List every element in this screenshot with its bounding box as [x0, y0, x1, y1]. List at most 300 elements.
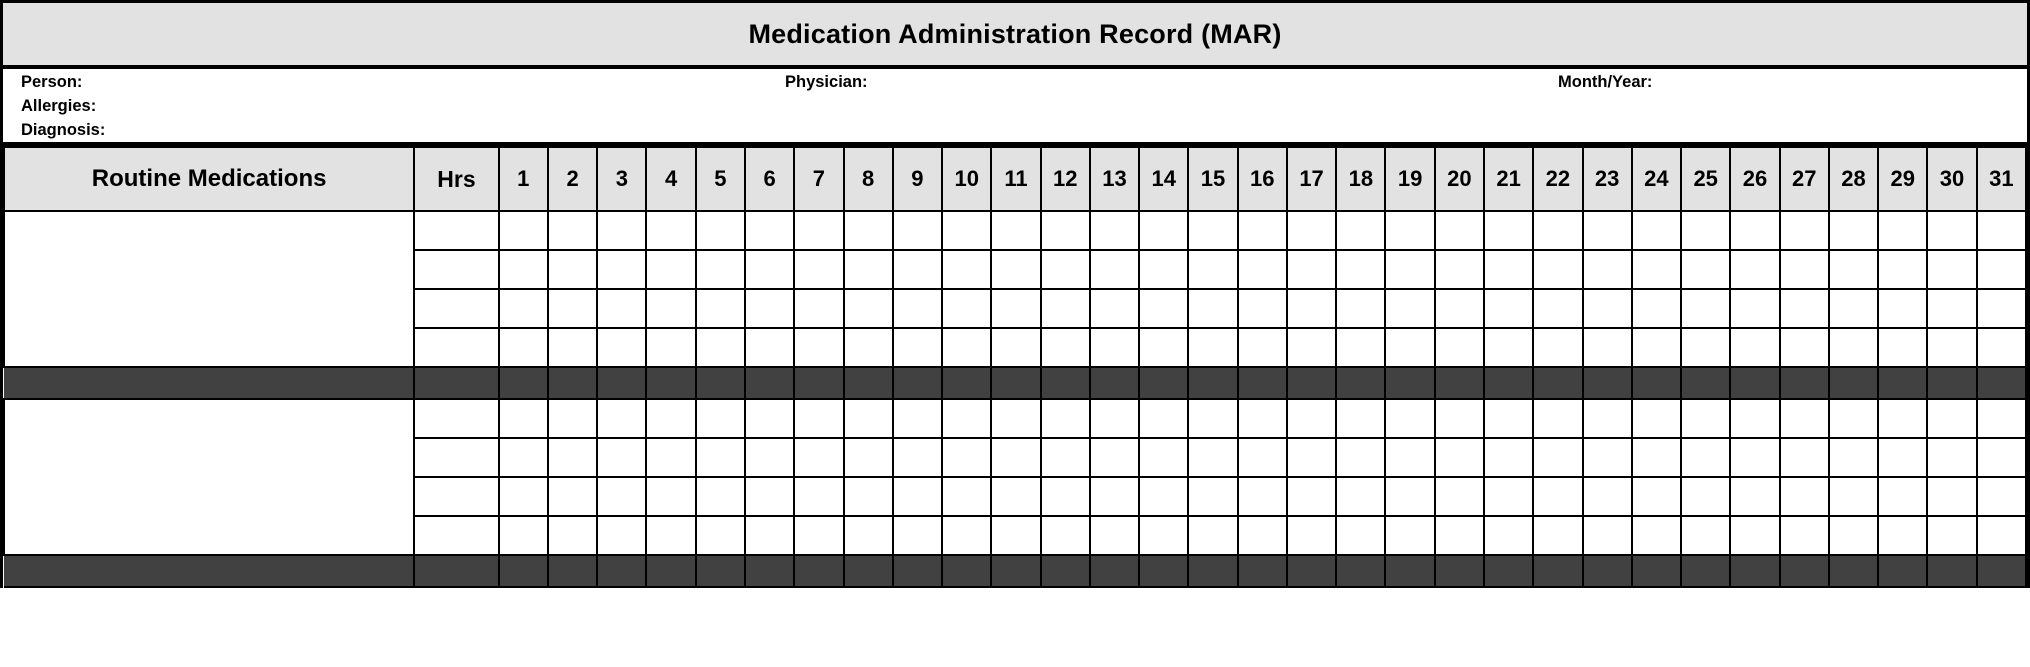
- day-cell-10[interactable]: [942, 328, 991, 367]
- day-cell-23[interactable]: [1583, 477, 1632, 516]
- day-cell-17[interactable]: [1287, 516, 1336, 555]
- day-cell-1[interactable]: [499, 477, 548, 516]
- day-cell-1[interactable]: [499, 328, 548, 367]
- day-cell-26[interactable]: [1730, 516, 1779, 555]
- day-cell-1[interactable]: [499, 250, 548, 289]
- info-row-3: [3, 121, 2027, 145]
- day-cell-13[interactable]: [1090, 289, 1139, 328]
- month-year-label: Month/Year:: [1558, 73, 1653, 91]
- day-cell-7[interactable]: [794, 289, 843, 328]
- day-cell-21[interactable]: [1484, 250, 1533, 289]
- day-cell-19[interactable]: [1385, 328, 1434, 367]
- day-cell-11[interactable]: [991, 516, 1040, 555]
- day-cell-21[interactable]: [1484, 289, 1533, 328]
- day-cell-24[interactable]: [1632, 328, 1681, 367]
- day-cell-20[interactable]: [1435, 516, 1484, 555]
- day-cell-6[interactable]: [745, 250, 794, 289]
- day-cell-3[interactable]: [597, 438, 646, 477]
- day-cell-1[interactable]: [499, 211, 548, 250]
- day-cell-5[interactable]: [696, 211, 745, 250]
- day-cell-8[interactable]: [844, 477, 893, 516]
- person-label: Person:: [21, 73, 83, 91]
- day-cell-19[interactable]: [1385, 289, 1434, 328]
- day-cell-20[interactable]: [1435, 438, 1484, 477]
- hrs-cell[interactable]: [414, 438, 498, 477]
- separator-day-cell-23: [1583, 367, 1632, 399]
- day-cell-19[interactable]: [1385, 516, 1434, 555]
- day-cell-15[interactable]: [1188, 516, 1237, 555]
- day-cell-8[interactable]: [844, 289, 893, 328]
- day-cell-10[interactable]: [942, 516, 991, 555]
- day-cell-28[interactable]: [1829, 289, 1878, 328]
- day-cell-31[interactable]: [1977, 250, 2026, 289]
- day-cell-14[interactable]: [1139, 438, 1188, 477]
- day-cell-15[interactable]: [1188, 477, 1237, 516]
- day-cell-21[interactable]: [1484, 399, 1533, 438]
- day-cell-7[interactable]: [794, 516, 843, 555]
- day-cell-21[interactable]: [1484, 477, 1533, 516]
- day-cell-11[interactable]: [991, 399, 1040, 438]
- day-cell-18[interactable]: [1336, 250, 1385, 289]
- day-cell-24[interactable]: [1632, 289, 1681, 328]
- day-cell-16[interactable]: [1238, 399, 1287, 438]
- day-cell-21[interactable]: [1484, 516, 1533, 555]
- day-cell-14[interactable]: [1139, 250, 1188, 289]
- separator-day-cell-15: [1188, 555, 1237, 587]
- day-cell-15[interactable]: [1188, 328, 1237, 367]
- separator-day-cell-6: [745, 555, 794, 587]
- day-cell-26[interactable]: [1730, 250, 1779, 289]
- day-cell-12[interactable]: [1041, 477, 1090, 516]
- day-cell-30[interactable]: [1927, 477, 1976, 516]
- day-cell-6[interactable]: [745, 516, 794, 555]
- day-cell-27[interactable]: [1780, 516, 1829, 555]
- day-cell-25[interactable]: [1681, 211, 1730, 250]
- day-cell-13[interactable]: [1090, 399, 1139, 438]
- day-cell-29[interactable]: [1878, 399, 1927, 438]
- day-cell-9[interactable]: [893, 289, 942, 328]
- day-cell-22[interactable]: [1533, 250, 1582, 289]
- separator-day-cell-7: [794, 367, 843, 399]
- day-cell-13[interactable]: [1090, 477, 1139, 516]
- separator-day-cell-22: [1533, 555, 1582, 587]
- day-cell-19[interactable]: [1385, 250, 1434, 289]
- day-cell-31[interactable]: [1977, 211, 2026, 250]
- day-cell-15[interactable]: [1188, 438, 1237, 477]
- patient-info-block: [3, 69, 2027, 146]
- day-cell-4[interactable]: [646, 328, 695, 367]
- day-cell-26[interactable]: [1730, 211, 1779, 250]
- day-cell-10[interactable]: [942, 211, 991, 250]
- separator-day-cell-1: [499, 367, 548, 399]
- day-cell-6[interactable]: [745, 399, 794, 438]
- day-cell-11[interactable]: [991, 250, 1040, 289]
- day-cell-26[interactable]: [1730, 438, 1779, 477]
- day-cell-9[interactable]: [893, 211, 942, 250]
- day-cell-2[interactable]: [548, 477, 597, 516]
- day-cell-25[interactable]: [1681, 438, 1730, 477]
- day-header-9: 9: [893, 147, 942, 211]
- day-cell-24[interactable]: [1632, 438, 1681, 477]
- day-cell-13[interactable]: [1090, 250, 1139, 289]
- day-cell-4[interactable]: [646, 516, 695, 555]
- separator-day-cell-11: [991, 367, 1040, 399]
- day-cell-29[interactable]: [1878, 211, 1927, 250]
- day-cell-5[interactable]: [696, 438, 745, 477]
- day-cell-23[interactable]: [1583, 250, 1632, 289]
- day-cell-14[interactable]: [1139, 211, 1188, 250]
- day-cell-17[interactable]: [1287, 438, 1336, 477]
- day-cell-15[interactable]: [1188, 289, 1237, 328]
- day-cell-4[interactable]: [646, 399, 695, 438]
- day-cell-14[interactable]: [1139, 516, 1188, 555]
- day-cell-18[interactable]: [1336, 438, 1385, 477]
- day-cell-3[interactable]: [597, 289, 646, 328]
- day-cell-25[interactable]: [1681, 399, 1730, 438]
- separator-day-cell-17: [1287, 367, 1336, 399]
- day-cell-8[interactable]: [844, 399, 893, 438]
- day-cell-9[interactable]: [893, 477, 942, 516]
- day-cell-22[interactable]: [1533, 289, 1582, 328]
- day-cell-7[interactable]: [794, 399, 843, 438]
- day-cell-13[interactable]: [1090, 516, 1139, 555]
- day-cell-23[interactable]: [1583, 289, 1632, 328]
- day-cell-18[interactable]: [1336, 399, 1385, 438]
- day-cell-17[interactable]: [1287, 328, 1336, 367]
- separator-day-cell-27: [1780, 367, 1829, 399]
- separator-day-cell-11: [991, 555, 1040, 587]
- day-cell-8[interactable]: [844, 438, 893, 477]
- diagnosis-label: Diagnosis:: [21, 121, 106, 139]
- day-cell-30[interactable]: [1927, 211, 1976, 250]
- day-cell-3[interactable]: [597, 516, 646, 555]
- hrs-cell[interactable]: [414, 399, 498, 438]
- day-header-2: 2: [548, 147, 597, 211]
- day-header-22: 22: [1533, 147, 1582, 211]
- day-cell-15[interactable]: [1188, 211, 1237, 250]
- day-cell-30[interactable]: [1927, 399, 1976, 438]
- day-cell-4[interactable]: [646, 250, 695, 289]
- day-cell-28[interactable]: [1829, 328, 1878, 367]
- day-cell-24[interactable]: [1632, 516, 1681, 555]
- day-cell-8[interactable]: [844, 211, 893, 250]
- day-cell-5[interactable]: [696, 328, 745, 367]
- day-cell-6[interactable]: [745, 328, 794, 367]
- day-cell-7[interactable]: [794, 477, 843, 516]
- day-cell-25[interactable]: [1681, 328, 1730, 367]
- day-cell-23[interactable]: [1583, 399, 1632, 438]
- day-cell-7[interactable]: [794, 250, 843, 289]
- day-cell-17[interactable]: [1287, 399, 1336, 438]
- day-cell-22[interactable]: [1533, 438, 1582, 477]
- day-cell-8[interactable]: [844, 328, 893, 367]
- day-cell-2[interactable]: [548, 438, 597, 477]
- day-cell-7[interactable]: [794, 438, 843, 477]
- day-cell-10[interactable]: [942, 477, 991, 516]
- day-cell-23[interactable]: [1583, 328, 1632, 367]
- day-header-24: 24: [1632, 147, 1681, 211]
- day-cell-9[interactable]: [893, 438, 942, 477]
- page-title: Medication Administration Record (MAR): [748, 18, 1282, 49]
- day-cell-23[interactable]: [1583, 438, 1632, 477]
- day-cell-31[interactable]: [1977, 289, 2026, 328]
- separator-med-cell: [4, 555, 414, 587]
- day-cell-14[interactable]: [1139, 289, 1188, 328]
- day-cell-12[interactable]: [1041, 516, 1090, 555]
- day-cell-16[interactable]: [1238, 438, 1287, 477]
- day-cell-13[interactable]: [1090, 328, 1139, 367]
- day-header-26: 26: [1730, 147, 1779, 211]
- day-cell-21[interactable]: [1484, 438, 1533, 477]
- medication-name-cell[interactable]: [4, 399, 414, 555]
- day-cell-25[interactable]: [1681, 516, 1730, 555]
- day-cell-7[interactable]: [794, 211, 843, 250]
- day-cell-8[interactable]: [844, 250, 893, 289]
- day-cell-27[interactable]: [1780, 399, 1829, 438]
- day-cell-28[interactable]: [1829, 438, 1878, 477]
- day-cell-8[interactable]: [844, 516, 893, 555]
- day-cell-16[interactable]: [1238, 477, 1287, 516]
- day-cell-12[interactable]: [1041, 438, 1090, 477]
- day-cell-5[interactable]: [696, 250, 745, 289]
- day-cell-29[interactable]: [1878, 438, 1927, 477]
- day-cell-3[interactable]: [597, 250, 646, 289]
- day-cell-9[interactable]: [893, 399, 942, 438]
- mar-grid-table: [3, 146, 2027, 588]
- day-cell-12[interactable]: [1041, 250, 1090, 289]
- day-cell-23[interactable]: [1583, 211, 1632, 250]
- day-cell-4[interactable]: [646, 477, 695, 516]
- day-cell-26[interactable]: [1730, 477, 1779, 516]
- day-cell-2[interactable]: [548, 289, 597, 328]
- day-cell-15[interactable]: [1188, 399, 1237, 438]
- day-cell-17[interactable]: [1287, 250, 1336, 289]
- day-cell-16[interactable]: [1238, 211, 1287, 250]
- day-cell-16[interactable]: [1238, 250, 1287, 289]
- day-cell-29[interactable]: [1878, 516, 1927, 555]
- hrs-cell[interactable]: [414, 289, 498, 328]
- day-cell-5[interactable]: [696, 477, 745, 516]
- separator-day-cell-9: [893, 367, 942, 399]
- day-cell-28[interactable]: [1829, 477, 1878, 516]
- day-cell-14[interactable]: [1139, 328, 1188, 367]
- day-header-6: 6: [745, 147, 794, 211]
- hrs-cell[interactable]: [414, 516, 498, 555]
- day-cell-6[interactable]: [745, 477, 794, 516]
- day-cell-20[interactable]: [1435, 399, 1484, 438]
- day-cell-1[interactable]: [499, 399, 548, 438]
- day-cell-11[interactable]: [991, 211, 1040, 250]
- day-cell-30[interactable]: [1927, 328, 1976, 367]
- separator-day-cell-29: [1878, 555, 1927, 587]
- day-cell-30[interactable]: [1927, 438, 1976, 477]
- separator-day-cell-16: [1238, 367, 1287, 399]
- separator-day-cell-2: [548, 555, 597, 587]
- day-cell-6[interactable]: [745, 438, 794, 477]
- day-cell-15[interactable]: [1188, 250, 1237, 289]
- day-cell-26[interactable]: [1730, 328, 1779, 367]
- day-cell-19[interactable]: [1385, 399, 1434, 438]
- day-cell-1[interactable]: [499, 289, 548, 328]
- day-cell-12[interactable]: [1041, 211, 1090, 250]
- day-cell-19[interactable]: [1385, 438, 1434, 477]
- day-cell-22[interactable]: [1533, 477, 1582, 516]
- day-cell-4[interactable]: [646, 289, 695, 328]
- day-cell-24[interactable]: [1632, 250, 1681, 289]
- day-cell-11[interactable]: [991, 328, 1040, 367]
- day-cell-22[interactable]: [1533, 328, 1582, 367]
- day-cell-22[interactable]: [1533, 399, 1582, 438]
- day-cell-29[interactable]: [1878, 328, 1927, 367]
- day-cell-25[interactable]: [1681, 250, 1730, 289]
- day-header-7: 7: [794, 147, 843, 211]
- day-cell-4[interactable]: [646, 438, 695, 477]
- day-cell-13[interactable]: [1090, 211, 1139, 250]
- hrs-cell[interactable]: [414, 477, 498, 516]
- day-cell-31[interactable]: [1977, 477, 2026, 516]
- day-cell-25[interactable]: [1681, 289, 1730, 328]
- day-cell-10[interactable]: [942, 399, 991, 438]
- separator-day-cell-23: [1583, 555, 1632, 587]
- day-cell-16[interactable]: [1238, 328, 1287, 367]
- day-cell-13[interactable]: [1090, 438, 1139, 477]
- day-cell-22[interactable]: [1533, 211, 1582, 250]
- day-cell-4[interactable]: [646, 211, 695, 250]
- day-cell-17[interactable]: [1287, 211, 1336, 250]
- day-cell-1[interactable]: [499, 516, 548, 555]
- day-cell-14[interactable]: [1139, 477, 1188, 516]
- day-cell-28[interactable]: [1829, 250, 1878, 289]
- day-cell-18[interactable]: [1336, 289, 1385, 328]
- day-cell-30[interactable]: [1927, 250, 1976, 289]
- day-cell-20[interactable]: [1435, 211, 1484, 250]
- day-cell-3[interactable]: [597, 328, 646, 367]
- day-cell-6[interactable]: [745, 289, 794, 328]
- hrs-cell[interactable]: [414, 211, 498, 250]
- day-cell-9[interactable]: [893, 250, 942, 289]
- day-cell-20[interactable]: [1435, 289, 1484, 328]
- day-cell-19[interactable]: [1385, 477, 1434, 516]
- day-cell-17[interactable]: [1287, 289, 1336, 328]
- day-cell-19[interactable]: [1385, 211, 1434, 250]
- day-cell-27[interactable]: [1780, 328, 1829, 367]
- day-cell-5[interactable]: [696, 289, 745, 328]
- day-cell-3[interactable]: [597, 477, 646, 516]
- day-cell-9[interactable]: [893, 516, 942, 555]
- day-cell-11[interactable]: [991, 477, 1040, 516]
- day-cell-27[interactable]: [1780, 250, 1829, 289]
- day-header-1: 1: [499, 147, 548, 211]
- separator-day-cell-24: [1632, 367, 1681, 399]
- day-cell-24[interactable]: [1632, 477, 1681, 516]
- day-cell-18[interactable]: [1336, 516, 1385, 555]
- day-cell-31[interactable]: [1977, 328, 2026, 367]
- day-cell-24[interactable]: [1632, 211, 1681, 250]
- day-cell-27[interactable]: [1780, 438, 1829, 477]
- day-cell-5[interactable]: [696, 516, 745, 555]
- day-cell-5[interactable]: [696, 399, 745, 438]
- day-cell-16[interactable]: [1238, 289, 1287, 328]
- day-cell-31[interactable]: [1977, 516, 2026, 555]
- day-cell-12[interactable]: [1041, 289, 1090, 328]
- day-cell-3[interactable]: [597, 399, 646, 438]
- day-cell-9[interactable]: [893, 328, 942, 367]
- hrs-cell[interactable]: [414, 250, 498, 289]
- day-cell-31[interactable]: [1977, 438, 2026, 477]
- day-cell-2[interactable]: [548, 516, 597, 555]
- day-cell-27[interactable]: [1780, 211, 1829, 250]
- day-cell-18[interactable]: [1336, 328, 1385, 367]
- day-cell-23[interactable]: [1583, 516, 1632, 555]
- document-title-bar: [3, 0, 2027, 69]
- day-cell-18[interactable]: [1336, 477, 1385, 516]
- day-cell-2[interactable]: [548, 211, 597, 250]
- day-cell-2[interactable]: [548, 250, 597, 289]
- medication-name-cell[interactable]: [4, 211, 414, 367]
- day-cell-16[interactable]: [1238, 516, 1287, 555]
- day-cell-24[interactable]: [1632, 399, 1681, 438]
- day-cell-28[interactable]: [1829, 211, 1878, 250]
- day-cell-26[interactable]: [1730, 399, 1779, 438]
- day-cell-2[interactable]: [548, 328, 597, 367]
- day-cell-29[interactable]: [1878, 289, 1927, 328]
- separator-day-cell-26: [1730, 367, 1779, 399]
- separator-day-cell-3: [597, 367, 646, 399]
- day-cell-28[interactable]: [1829, 516, 1878, 555]
- day-cell-10[interactable]: [942, 289, 991, 328]
- hrs-cell[interactable]: [414, 328, 498, 367]
- day-cell-12[interactable]: [1041, 328, 1090, 367]
- day-cell-21[interactable]: [1484, 211, 1533, 250]
- day-cell-26[interactable]: [1730, 289, 1779, 328]
- day-cell-22[interactable]: [1533, 516, 1582, 555]
- day-cell-2[interactable]: [548, 399, 597, 438]
- day-header-5: 5: [696, 147, 745, 211]
- separator-day-cell-26: [1730, 555, 1779, 587]
- day-cell-3[interactable]: [597, 211, 646, 250]
- day-cell-20[interactable]: [1435, 250, 1484, 289]
- day-cell-31[interactable]: [1977, 399, 2026, 438]
- day-cell-1[interactable]: [499, 438, 548, 477]
- day-cell-11[interactable]: [991, 438, 1040, 477]
- day-cell-29[interactable]: [1878, 250, 1927, 289]
- day-cell-12[interactable]: [1041, 399, 1090, 438]
- day-cell-28[interactable]: [1829, 399, 1878, 438]
- separator-day-cell-12: [1041, 367, 1090, 399]
- day-header-11: 11: [991, 147, 1040, 211]
- day-cell-14[interactable]: [1139, 399, 1188, 438]
- day-cell-10[interactable]: [942, 438, 991, 477]
- day-cell-27[interactable]: [1780, 289, 1829, 328]
- day-cell-18[interactable]: [1336, 211, 1385, 250]
- day-cell-21[interactable]: [1484, 328, 1533, 367]
- day-header-15: 15: [1188, 147, 1237, 211]
- day-cell-11[interactable]: [991, 289, 1040, 328]
- day-cell-20[interactable]: [1435, 477, 1484, 516]
- day-cell-30[interactable]: [1927, 516, 1976, 555]
- day-cell-20[interactable]: [1435, 328, 1484, 367]
- day-header-27: 27: [1780, 147, 1829, 211]
- day-cell-30[interactable]: [1927, 289, 1976, 328]
- day-cell-25[interactable]: [1681, 477, 1730, 516]
- day-cell-17[interactable]: [1287, 477, 1336, 516]
- day-cell-10[interactable]: [942, 250, 991, 289]
- day-header-12: 12: [1041, 147, 1090, 211]
- day-cell-6[interactable]: [745, 211, 794, 250]
- day-cell-27[interactable]: [1780, 477, 1829, 516]
- day-cell-29[interactable]: [1878, 477, 1927, 516]
- day-cell-7[interactable]: [794, 328, 843, 367]
